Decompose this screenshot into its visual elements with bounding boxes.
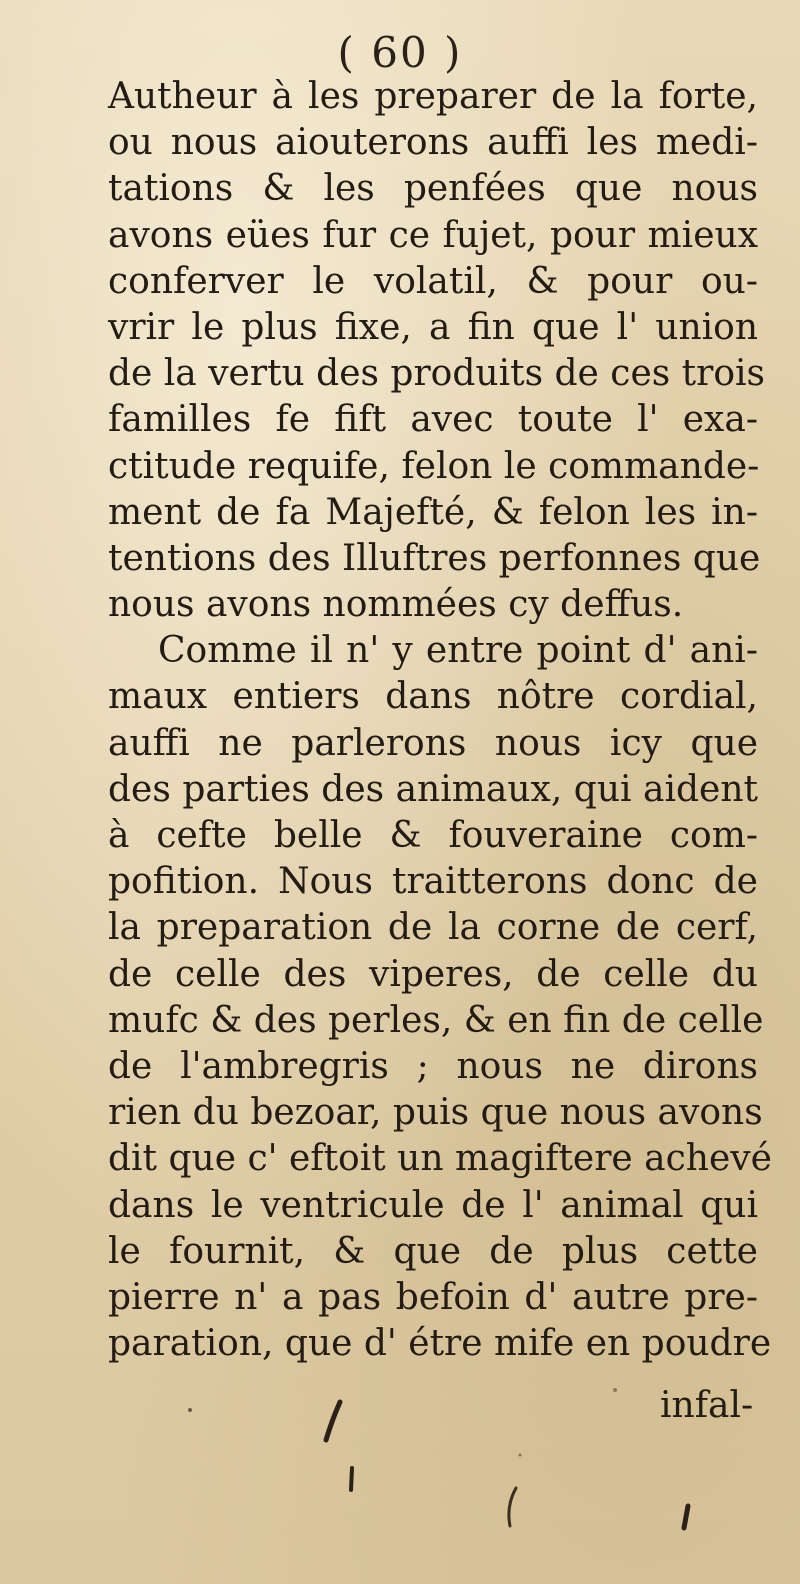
- text-line: pierre n' a pas befoin d' autre pre-: [108, 1276, 758, 1318]
- text-line: Autheur à les preparer de la forte,: [108, 76, 758, 117]
- text-line: de la vertu des produits de ces trois: [108, 353, 765, 395]
- text-line: de celle des viperes, de celle du: [108, 953, 758, 995]
- text-line: des parties des animaux, qui aident: [108, 768, 758, 810]
- text-line: rien du bezoar, puis que nous avons: [108, 1092, 763, 1134]
- text-line-paragraph-start: Comme il n' y entre point d' ani-: [158, 630, 758, 672]
- ink-stroke-mark: [684, 1506, 688, 1528]
- text-line: mufc & des perles, & en fin de celle: [108, 999, 764, 1041]
- ink-dot-mark: [519, 1454, 522, 1457]
- text-line: auffi ne parlerons nous icy que: [108, 722, 758, 764]
- text-line: dit que c' eftoit un magiftere achevé: [108, 1138, 772, 1180]
- text-line: le fournit, & que de plus cette: [108, 1230, 758, 1272]
- text-line: familles fe fift avec toute l' exa-: [108, 399, 758, 441]
- text-line: vrir le plus fixe, a fin que l' union: [108, 306, 758, 348]
- text-line: conferver le volatil, & pour ou-: [108, 260, 758, 302]
- text-line: ou nous aiouterons auffi les medi-: [108, 122, 758, 164]
- body-text: [108, 74, 772, 1367]
- text-line: tations & les penfées que nous: [108, 168, 758, 210]
- text-line: la preparation de la corne de cerf,: [108, 907, 758, 949]
- text-line: ment de fa Majefté, & felon les in-: [108, 491, 758, 533]
- catchword: infal-: [660, 1385, 754, 1426]
- ink-stroke-mark: [326, 1402, 340, 1440]
- text-line: ctitude requife, felon le commande-: [108, 445, 760, 487]
- text-line: de l'ambregris ; nous ne dirons: [108, 1045, 758, 1087]
- page-number: ( 60 ): [337, 28, 463, 77]
- ink-stroke-mark: [509, 1488, 516, 1526]
- text-line: nous avons nommées cy deffus.: [108, 584, 684, 626]
- text-line: à cefte belle & fouveraine com-: [108, 815, 758, 856]
- text-line: pofition. Nous traitterons donc de: [108, 861, 758, 903]
- ink-stroke-mark: [351, 1468, 352, 1490]
- ink-dot-mark: [613, 1388, 617, 1392]
- text-line: avons eües fur ce fujet, pour mieux: [108, 214, 758, 256]
- text-line: maux entiers dans nôtre cordial,: [108, 676, 758, 718]
- text-line: paration, que d' étre mife en poudre: [108, 1323, 772, 1365]
- ink-dot-mark: [188, 1408, 192, 1412]
- text-line: dans le ventricule de l' animal qui: [108, 1184, 758, 1226]
- text-line: tentions des Illuftres perfonnes que: [108, 537, 761, 579]
